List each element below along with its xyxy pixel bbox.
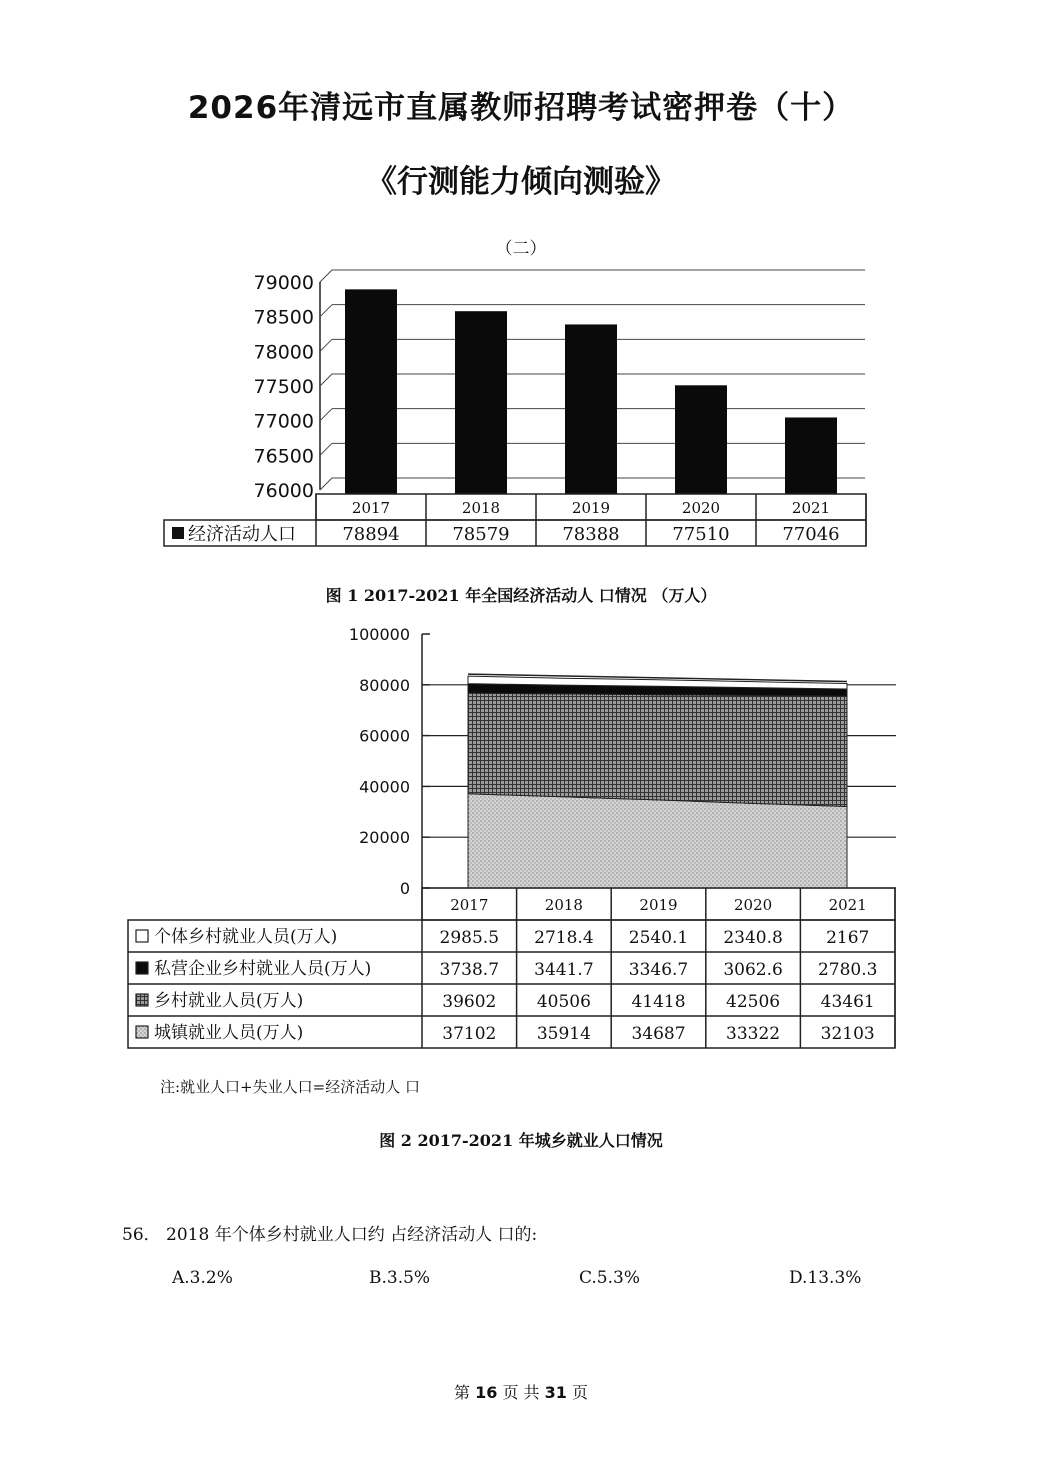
figure2-y-tick-label: 40000 xyxy=(359,777,410,797)
option-b: B.3.5% xyxy=(369,1268,431,1288)
figure2-y-tick-label: 20000 xyxy=(359,828,410,848)
figure1-gridline-diag xyxy=(320,478,332,490)
figure2-value-label: 3062.6 xyxy=(723,960,783,980)
figure2-legend-swatch xyxy=(136,930,148,942)
figure2-value-label: 33322 xyxy=(726,1024,781,1044)
figure1-y-tick-label: 79000 xyxy=(253,272,314,294)
figure1-value-label: 78388 xyxy=(562,524,620,545)
page-footer xyxy=(0,1380,1042,1403)
figure2-value-label: 2340.8 xyxy=(723,928,783,948)
figure2-value-label: 2780.3 xyxy=(817,960,878,980)
figure2-legend-swatch xyxy=(136,1026,148,1038)
footer-suffix: 页 xyxy=(572,1383,589,1402)
figure2-value-label: 3346.7 xyxy=(628,960,689,980)
figure2-value-label: 2985.5 xyxy=(439,928,500,948)
figure1-gridline-diag xyxy=(320,374,332,386)
figure2-value-label: 43461 xyxy=(820,992,875,1012)
footer-total-pages: 31 xyxy=(544,1383,567,1402)
figure1-y-tick-label: 78500 xyxy=(253,306,314,329)
figure1-bar xyxy=(455,311,507,494)
figure1-caption: 图 1 2017-2021 年全国经济活动人 口情况 （万人） xyxy=(325,586,717,605)
figure1-series-label: 经济活动人口 xyxy=(188,524,296,545)
figure2-legend-swatch xyxy=(136,962,148,974)
figure2-value-label: 35914 xyxy=(536,1024,591,1044)
figure1-bar-chart xyxy=(150,268,880,558)
option-c: C.5.3% xyxy=(579,1268,640,1288)
figure1-category-label: 2020 xyxy=(681,499,721,517)
figure2-note: 注:就业人口+失业人口=经济活动人 口 xyxy=(160,1078,420,1096)
figure2-series-label: 城镇就业人员(万人) xyxy=(154,1023,304,1043)
figure2-value-label: 41418 xyxy=(631,992,686,1012)
document-subtitle: 《行测能力倾向测验》 xyxy=(366,164,676,200)
figure1-gridline-diag xyxy=(320,270,332,282)
figure1-category-label: 2019 xyxy=(571,499,611,517)
figure1-category-label: 2017 xyxy=(351,499,391,517)
figure1-y-tick-label: 76500 xyxy=(253,445,314,468)
figure2-value-label: 42506 xyxy=(726,992,781,1012)
figure2-value-label: 2540.1 xyxy=(628,928,689,948)
figure1-category-label: 2018 xyxy=(461,499,501,517)
figure2-y-tick-label: 80000 xyxy=(359,675,410,695)
figure1-value-label: 77046 xyxy=(782,524,840,545)
figure2-value-label: 34687 xyxy=(631,1024,686,1044)
figure1-bar xyxy=(785,417,837,494)
figure2-value-label: 3441.7 xyxy=(534,960,594,980)
figure2-y-tick-label: 100000 xyxy=(348,625,410,644)
figure1-gridline-diag xyxy=(320,409,332,421)
figure2-legend-swatch xyxy=(136,994,148,1006)
figure2-y-tick-label: 60000 xyxy=(359,726,410,746)
footer-middle: 页 共 xyxy=(502,1383,540,1402)
question-stem: 56． 2018 年个体乡村就业人口约 占经济活动人 口的: xyxy=(122,1225,538,1245)
figure1-gridline-diag xyxy=(320,443,332,455)
section-label: （二） xyxy=(495,239,547,259)
figure2-category-label: 2020 xyxy=(734,896,773,914)
figure1-value-label: 78894 xyxy=(342,524,400,545)
figure2-series-label: 乡村就业人员(万人) xyxy=(154,991,304,1011)
figure2-category-label: 2017 xyxy=(450,896,489,914)
figure2-series-label: 私营企业乡村就业人员(万人) xyxy=(154,959,372,979)
figure1-bar xyxy=(565,324,617,494)
figure1-y-tick-label: 77000 xyxy=(253,410,314,433)
figure2-value-label: 3738.7 xyxy=(439,960,500,980)
figure1-gridline-diag xyxy=(320,339,332,351)
figure1-bar xyxy=(675,385,727,494)
footer-page-number: 16 xyxy=(475,1383,498,1402)
figure2-category-label: 2021 xyxy=(828,896,867,914)
figure1-gridline-diag xyxy=(320,305,332,317)
figure1-bar xyxy=(345,289,397,494)
option-a: A.3.2% xyxy=(172,1268,233,1288)
figure2-category-label: 2018 xyxy=(544,896,583,914)
figure1-legend-swatch xyxy=(172,527,184,539)
figure2-y-tick-label: 0 xyxy=(399,879,410,898)
figure2-area-chart xyxy=(120,620,905,1060)
figure1-value-label: 77510 xyxy=(672,524,730,545)
footer-prefix: 第 xyxy=(453,1383,470,1402)
document-title: 2026年清远市直属教师招聘考试密押卷（十） xyxy=(187,90,855,126)
figure1-y-tick-label: 78000 xyxy=(253,341,314,364)
figure2-value-label: 37102 xyxy=(442,1024,497,1044)
figure2-value-label: 2167 xyxy=(826,928,870,948)
figure2-category-label: 2019 xyxy=(639,896,678,914)
figure2-series-label: 个体乡村就业人员(万人) xyxy=(154,927,338,947)
figure2-area-rural xyxy=(468,693,847,806)
figure2-caption: 图 2 2017-2021 年城乡就业人口情况 xyxy=(379,1131,663,1150)
figure2-value-label: 2718.4 xyxy=(534,928,594,948)
option-d: D.13.3% xyxy=(789,1268,862,1288)
figure1-y-tick-label: 76000 xyxy=(253,480,314,502)
figure2-value-label: 32103 xyxy=(820,1024,875,1044)
figure2-area-urban xyxy=(468,794,847,888)
figure1-category-label: 2021 xyxy=(791,499,831,517)
figure1-value-label: 78579 xyxy=(452,524,510,545)
figure2-value-label: 39602 xyxy=(442,992,497,1012)
figure2-value-label: 40506 xyxy=(536,992,591,1012)
figure1-y-tick-label: 77500 xyxy=(253,376,314,398)
